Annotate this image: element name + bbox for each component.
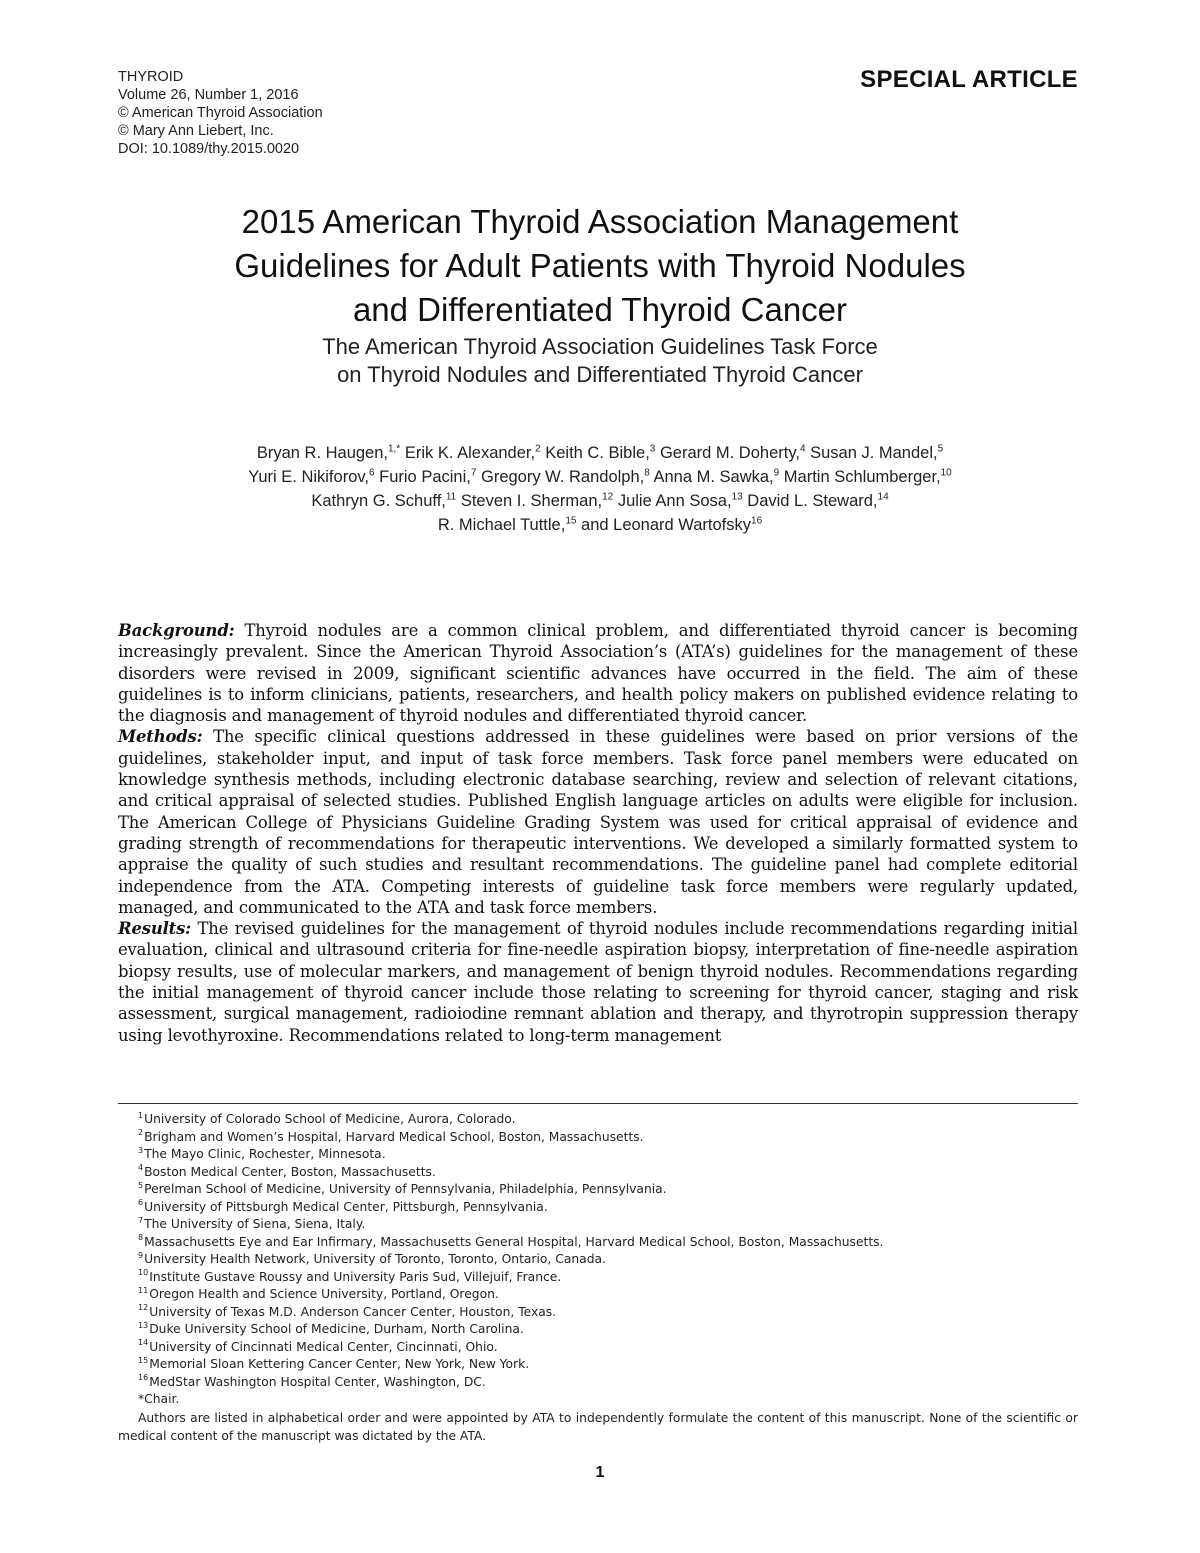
subtitle-line: The American Thyroid Association Guidelines Task Force (322, 334, 878, 359)
article-title (0, 200, 1200, 332)
author-affiliation-ref: 1,* (388, 443, 401, 455)
affiliation-item (138, 1304, 883, 1322)
affiliation-item (138, 1251, 883, 1269)
author-name: Anna M. Sawka,$^9$ (653, 467, 780, 486)
journal-info (118, 68, 323, 158)
chair-note: *Chair. (138, 1392, 180, 1406)
author-name: Keith C. Bible,$^3$ (545, 443, 656, 462)
subtitle-line: on Thyroid Nodules and Differentiated Thyroid Cancer (337, 362, 863, 387)
affiliation-text: Brigham and Women’s Hospital, Harvard Medical School, Boston, Massachusetts. (144, 1129, 644, 1144)
affiliation-item (138, 1199, 883, 1217)
author-name: David L. Steward,$^{14}$ (747, 491, 889, 510)
results-text: The revised guidelines for the management of thyroid nodules include recommendations regarding initial evaluation, clinical and ultrasound criteria for fine-needle aspiration biopsy, interpretation of fine-needle aspiration biopsy results, use of molecular markers, and management of benign thyroid nodules. Recommendations regarding the initial management of thyroid cancer include those relating to screening for thyroid cancer, staging and risk assessment, surgical management, radioiodine remnant ablation and therapy, and thyrotropin suppression therapy using levothyroxine. Recommendations related to long-term management (118, 919, 1078, 1045)
affiliation-text: Oregon Health and Science University, Portland, Oregon. (149, 1287, 499, 1301)
author-name: Steven I. Sherman,$^{12}$ (460, 491, 614, 510)
affiliation-number: 13 (138, 1320, 149, 1330)
abstract-results (118, 918, 1078, 1046)
author-line (0, 513, 1200, 537)
affiliation-text: University of Texas M.D. Anderson Cancer Center, Houston, Texas. (149, 1304, 557, 1319)
author-affiliation-ref: 13 (731, 491, 743, 503)
author-name: Gerard M. Doherty,$^4$ (659, 443, 806, 462)
doi[interactable]: DOI: 10.1089/thy.2015.0020 (118, 141, 300, 157)
author-affiliation-ref: 4 (799, 443, 806, 455)
affiliations (138, 1111, 883, 1409)
affiliation-text: Institute Gustave Roussy and University Paris Sud, Villejuif, France. (149, 1269, 562, 1284)
affiliation-number: 9 (138, 1250, 144, 1260)
abstract (118, 620, 1078, 1046)
affiliation-number: 14 (138, 1338, 149, 1348)
affiliation-item (138, 1339, 883, 1357)
affiliation-number: 10 (138, 1268, 149, 1278)
author-name: Martin Schlumberger,$^{10}$ (783, 467, 952, 486)
author-line (0, 489, 1200, 513)
article-type: SPECIAL ARTICLE (860, 66, 1078, 93)
author-affiliation-ref: 15 (565, 515, 577, 527)
author-list (0, 441, 1200, 537)
affiliation-text: The University of Siena, Siena, Italy. (144, 1217, 366, 1231)
author-name: and Leonard Wartofsky$^{16}$ (581, 515, 763, 534)
affiliation-number: 2 (138, 1128, 144, 1138)
author-name: Gregory W. Randolph,$^8$ (481, 467, 650, 486)
affiliation-item (138, 1286, 883, 1304)
affiliation-text: Massachusetts Eye and Ear Infirmary, Massachusetts General Hospital, Harvard Medical School, Boston, Massachusetts. (144, 1234, 884, 1249)
author-name: Erik K. Alexander,$^2$ (404, 443, 541, 462)
copyright-publisher: © Mary Ann Liebert, Inc. (118, 123, 274, 139)
background-label: Background: (118, 621, 235, 640)
affiliation-number: 11 (138, 1285, 149, 1295)
affiliation-text: The Mayo Clinic, Rochester, Minnesota. (144, 1147, 386, 1161)
affiliation-item (138, 1181, 883, 1199)
affiliation-number: 7 (138, 1215, 144, 1225)
title-line: 2015 American Thyroid Association Management (241, 203, 959, 240)
affiliation-item (138, 1164, 883, 1182)
affiliation-text: Memorial Sloan Kettering Cancer Center, New York, New York. (149, 1357, 530, 1371)
copyright-ata: © American Thyroid Association (118, 105, 323, 121)
affiliation-text: University of Colorado School of Medicine, Aurora, Colorado. (144, 1112, 516, 1126)
affiliation-item (138, 1269, 883, 1287)
author-name: Susan J. Mandel,$^5$ (810, 443, 944, 462)
author-name: Bryan R. Haugen,$^{1,*}$ (256, 443, 401, 462)
author-affiliation-ref: 2 (535, 443, 541, 455)
results-label: Results: (118, 919, 192, 939)
article-subtitle (0, 333, 1200, 389)
author-line (0, 441, 1200, 465)
abstract-methods (118, 726, 1078, 918)
title-line: Guidelines for Adult Patients with Thyroid Nodules (234, 247, 966, 284)
journal-name: THYROID (118, 69, 184, 85)
author-affiliation-ref: 12 (602, 491, 614, 503)
methods-label: Methods: (118, 727, 203, 747)
methods-text: The specific clinical questions addressed in these guidelines were based on prior versions of the guidelines, stakeholder input, and input of task force members. Task force panel members were educated on knowledge synthesis methods, including electronic database searching, review and selection of relevant citations, and critical appraisal of selected studies. Published English language articles on adults were eligible for inclusion. The American College of Physicians Guideline Grading System was used for critical appraisal of evidence and grading strength of recommendations for therapeutic interventions. We developed a similarly formatted system to appraise the quality of such studies and resultant recommendations. The guideline panel had complete editorial independence from the ATA. Competing interests of guideline task force members were regularly updated, managed, and communicated to the ATA and task force members. (118, 727, 1078, 917)
author-name: Furio Pacini,$^7$ (379, 467, 477, 486)
author-line (0, 465, 1200, 489)
author-affiliation-ref: 7 (470, 467, 477, 479)
affiliation-item (138, 1374, 883, 1392)
affiliation-number: 6 (138, 1198, 144, 1208)
affiliation-item (138, 1356, 883, 1374)
affiliation-number: 3 (138, 1145, 144, 1155)
author-affiliation-ref: 10 (940, 467, 952, 479)
author-affiliation-ref: 6 (368, 467, 375, 479)
affiliation-number: 8 (138, 1233, 144, 1243)
title-line: and Differentiated Thyroid Cancer (352, 291, 848, 328)
affiliation-text: University Health Network, University of Toronto, Toronto, Ontario, Canada. (144, 1252, 606, 1266)
affiliation-text: University of Pittsburgh Medical Center, Pittsburgh, Pennsylvania. (144, 1199, 548, 1214)
author-affiliation-ref: 16 (751, 515, 763, 527)
author-affiliation-ref: 11 (445, 491, 457, 503)
footnote-divider (118, 1103, 1078, 1104)
author-affiliation-ref: 14 (877, 491, 889, 503)
author-affiliation-ref: 3 (649, 443, 656, 455)
affiliation-number: 16 (138, 1373, 149, 1383)
affiliation-number: 15 (138, 1355, 149, 1365)
author-name: R. Michael Tuttle,$^{15}$ (437, 515, 577, 534)
author-name: Yuri E. Nikiforov,$^6$ (248, 467, 375, 486)
affiliation-text: Perelman School of Medicine, University of Pennsylvania, Philadelphia, Pennsylvania. (144, 1182, 667, 1196)
page-number: 1 (595, 1464, 605, 1481)
author-name: Julie Ann Sosa,$^{13}$ (617, 491, 743, 510)
affiliation-item (138, 1146, 883, 1164)
author-name: Kathryn G. Schuff,$^{11}$ (311, 491, 457, 510)
affiliation-number: 1 (138, 1110, 144, 1120)
journal-volume: Volume 26, Number 1, 2016 (118, 87, 299, 103)
affiliation-text: Boston Medical Center, Boston, Massachusetts. (144, 1164, 436, 1179)
affiliation-text: MedStar Washington Hospital Center, Washington, DC. (149, 1374, 486, 1389)
affiliation-text: University of Cincinnati Medical Center, Cincinnati, Ohio. (149, 1339, 498, 1354)
affiliation-number: 5 (138, 1180, 144, 1190)
affiliation-item (138, 1321, 883, 1339)
affiliation-item (138, 1234, 883, 1252)
affiliation-item (138, 1129, 883, 1147)
affiliation-number: 12 (138, 1303, 149, 1313)
affiliation-number: 4 (138, 1163, 144, 1173)
author-affiliation-ref: 9 (773, 467, 780, 479)
affiliation-item (138, 1216, 883, 1234)
abstract-background (118, 620, 1078, 726)
background-text: Thyroid nodules are a common clinical problem, and differentiated thyroid cancer is becoming increasingly prevalent. Since the American Thyroid Association’s (ATA’s) guidelines for the management of these disorders were revised in 2009, significant scientific advances have occurred in the field. The aim of these guidelines is to inform clinicians, patients, researchers, and health policy makers on published evidence relating to the diagnosis and management of thyroid nodules and differentiated thyroid cancer. (118, 621, 1078, 726)
affiliation-text: Duke University School of Medicine, Durham, North Carolina. (149, 1322, 524, 1336)
affiliation-item (138, 1111, 883, 1129)
author-affiliation-ref: 8 (644, 467, 650, 479)
author-affiliation-ref: 5 (937, 443, 944, 455)
author-note: Authors are listed in alphabetical order and were appointed by ATA to independently formulate the content of this manuscript. None of the scientific or medical content of the manuscript was dictated by the ATA. (118, 1411, 1078, 1443)
